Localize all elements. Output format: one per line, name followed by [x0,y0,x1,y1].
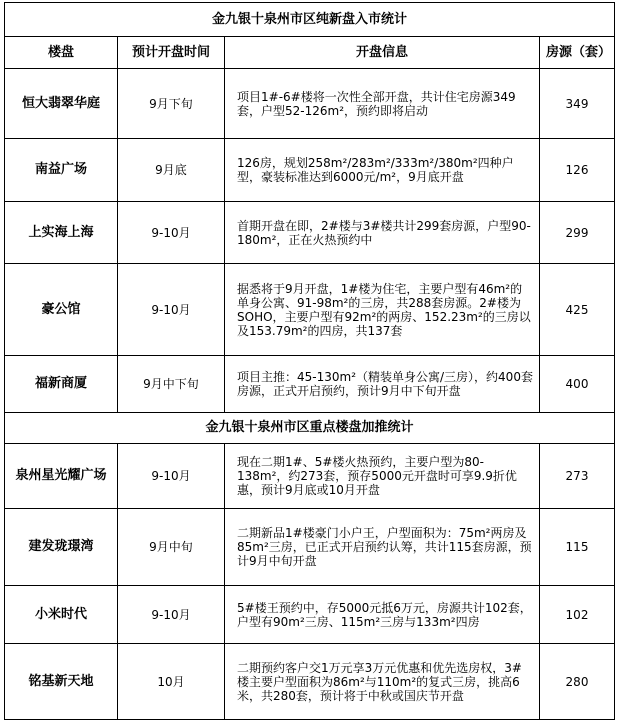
unit-count: 299 [540,202,615,264]
project-name: 建发珑璟湾 [5,509,118,586]
header-row [5,37,615,69]
header-project: 楼盘 [5,37,118,69]
table-row [5,509,615,586]
section2-title-row [5,413,615,444]
open-info: 5#楼王预约中，存5000元抵6万元，房源共计102套，户型有90m²三房、115m²三房与133m²四房 [225,586,540,644]
project-name: 福新商厦 [5,356,118,413]
open-info: 项目主推：45-130m²（精装单身公寓/三房），约400套房源，正式开启预约，预计9月中下旬开盘 [225,356,540,413]
project-name: 铭基新天地 [5,644,118,720]
project-name: 南益广场 [5,139,118,202]
unit-count: 115 [540,509,615,586]
open-info: 据悉将于9月开盘，1#楼为住宅，主要户型有46m²的单身公寓、91-98m²的三房，共288套房源。2#楼为SOHO，主要户型有92m²的两房、152.23m²的三房以及153.79m²的四房，共137套 [225,264,540,356]
open-info: 项目1#-6#楼将一次性全部开盘，共计住宅房源349套，户型52-126m²，预约即将启动 [225,69,540,139]
project-name: 小米时代 [5,586,118,644]
project-name: 上实海上海 [5,202,118,264]
table-row [5,264,615,356]
unit-count: 400 [540,356,615,413]
unit-count: 425 [540,264,615,356]
open-time: 9月底 [118,139,225,202]
open-info: 二期预约客户交1万元享3万元优惠和优先选房权，3#楼主要户型面积为86m²与110m²的复式三房，挑高6米，共280套，预计将于中秋或国庆节开盘 [225,644,540,720]
open-time: 9-10月 [118,264,225,356]
section2-title: 金九银十泉州市区重点楼盘加推统计 [5,413,615,444]
table-row [5,444,615,509]
section1-title-row [5,3,615,37]
open-time: 9-10月 [118,444,225,509]
open-info: 现在二期1#、5#楼火热预约，主要户型为80-138m²，约273套，预存5000元开盘时可享9.9折优惠，预计9月底或10月开盘 [225,444,540,509]
unit-count: 349 [540,69,615,139]
table-row [5,202,615,264]
table-row [5,139,615,202]
section1-title: 金九银十泉州市区纯新盘入市统计 [5,3,615,37]
table-row [5,586,615,644]
open-time: 9月中下旬 [118,356,225,413]
open-time: 10月 [118,644,225,720]
table-row [5,644,615,720]
open-time: 9月中旬 [118,509,225,586]
table-row [5,69,615,139]
stats-table [4,2,615,720]
unit-count: 102 [540,586,615,644]
open-info: 二期新品1#楼豪门小户王，户型面积为：75m²两房及85m²三房，已正式开启预约认筹，共计115套房源，预计9月中旬开盘 [225,509,540,586]
table-row [5,356,615,413]
project-name: 泉州星光耀广场 [5,444,118,509]
open-time: 9-10月 [118,586,225,644]
open-info: 126房，规划258m²/283m²/333m²/380m²四种户型，豪装标准达到6000元/m²，9月底开盘 [225,139,540,202]
open-time: 9-10月 [118,202,225,264]
header-units: 房源（套） [540,37,615,69]
header-open-info: 开盘信息 [225,37,540,69]
open-time: 9月下旬 [118,69,225,139]
project-name: 恒大翡翠华庭 [5,69,118,139]
header-open-time: 预计开盘时间 [118,37,225,69]
unit-count: 273 [540,444,615,509]
project-name: 豪公馆 [5,264,118,356]
open-info: 首期开盘在即，2#楼与3#楼共计299套房源，户型90-180m²，正在火热预约中 [225,202,540,264]
unit-count: 126 [540,139,615,202]
unit-count: 280 [540,644,615,720]
